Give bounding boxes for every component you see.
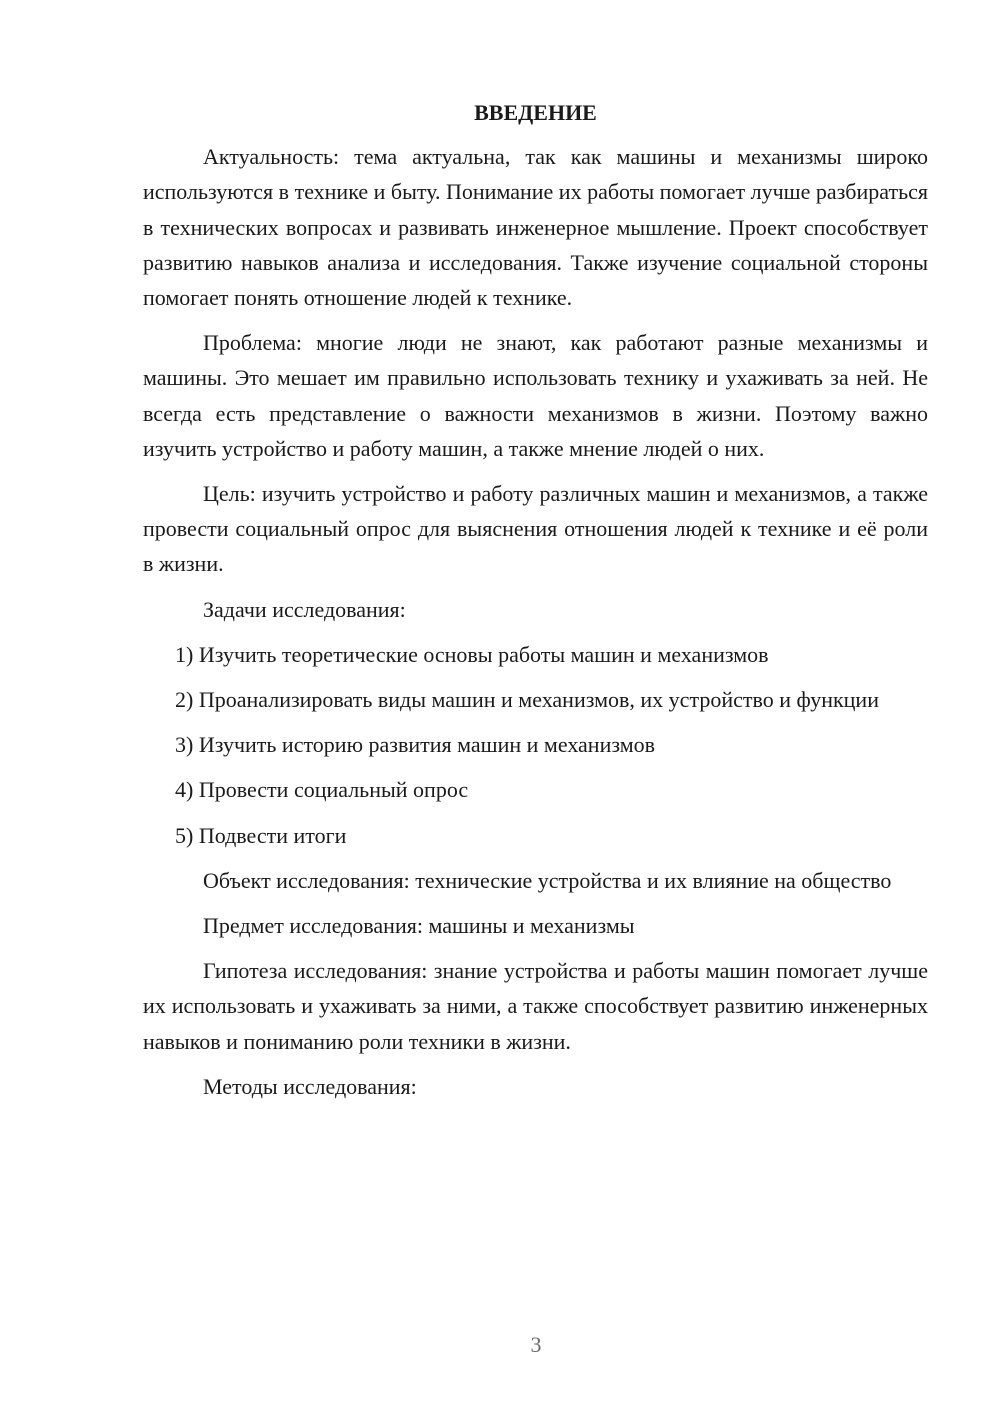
paragraph-problem: Проблема: многие люди не знают, как работают разные механизмы и машины. Это мешает им правильно использовать технику и ухаживать за ней. Не всегда есть представление о важности механизмов в жизни. Поэтому важно изучить устройство и работу машин, а также мнение людей о них.	[143, 330, 928, 461]
paragraph-subject: Предмет исследования: машины и механизмы	[203, 913, 635, 939]
task-item-3: 3) Изучить историю развития машин и механизмов	[175, 732, 656, 758]
document-page	[143, 95, 928, 1114]
paragraph-relevance: Актуальность: тема актуальна, так как машины и механизмы широко используются в технике и быту. Понимание их работы помогает лучше разбираться в технических вопросах и развивать инженерное мышление. Проект способствует развитию навыков анализа и исследования. Также изучение социальной стороны помогает понять отношение людей к технике.	[143, 144, 928, 311]
task-item-1: 1) Изучить теоретические основы работы машин и механизмов	[175, 641, 769, 667]
paragraph-hypothesis: Гипотеза исследования: знание устройства и работы машин помогает лучше их использовать и ухаживать за ними, а также способствует развитию инженерных навыков и пониманию роли техники в жизни.	[143, 958, 928, 1054]
task-item-2: 2) Проанализировать виды машин и механизмов, их устройство и функции	[175, 687, 879, 713]
task-item-5: 5) Подвести итоги	[175, 822, 347, 848]
paragraph-methods: Методы исследования:	[203, 1073, 417, 1099]
page-title: ВВЕДЕНИЕ	[474, 100, 597, 125]
paragraph-tasks-heading: Задачи исследования:	[203, 596, 406, 622]
paragraph-object: Объект исследования: технические устройства и их влияние на общество	[203, 867, 892, 893]
paragraph-goal: Цель: изучить устройство и работу различных машин и механизмов, а также провести социальный опрос для выяснения отношения людей к технике и её роли в жизни.	[143, 481, 928, 577]
page-number: 3	[530, 1332, 542, 1357]
task-item-4: 4) Провести социальный опрос	[175, 777, 469, 803]
